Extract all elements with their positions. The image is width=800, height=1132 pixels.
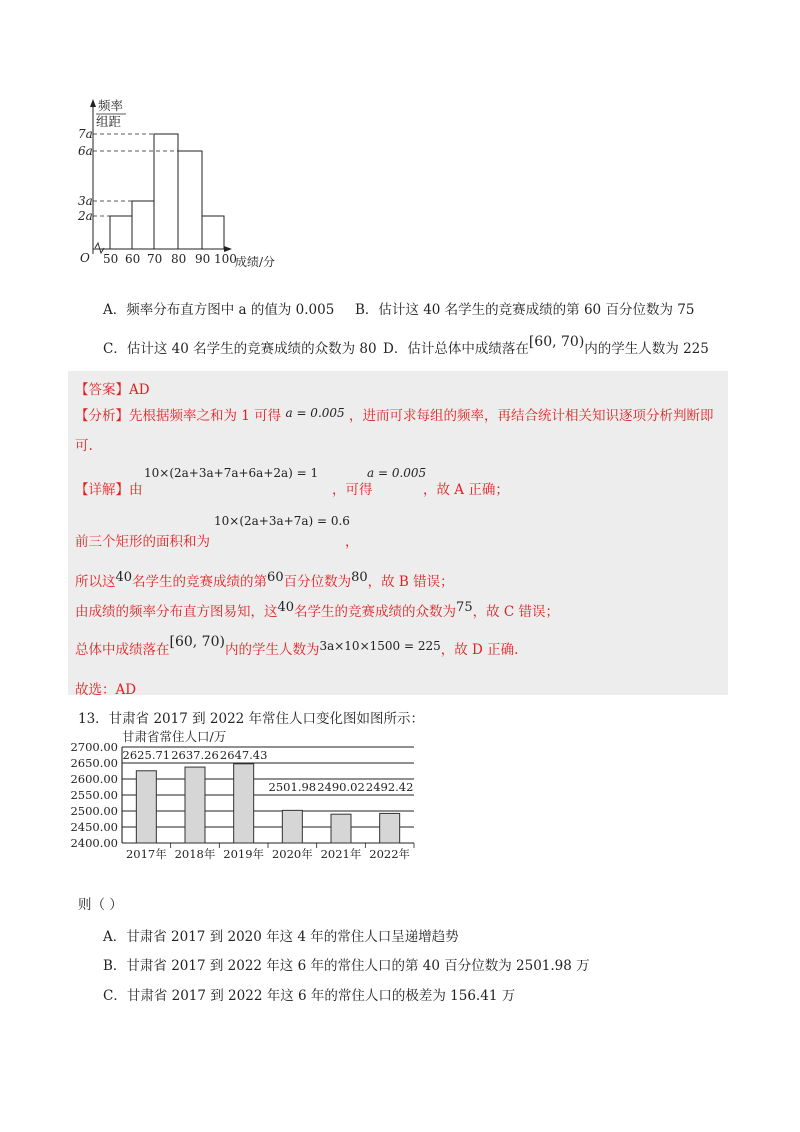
- chart-bar: [380, 813, 400, 843]
- q13-then: 则（ ）: [78, 897, 123, 913]
- line3-prefix: 前三个矩形的面积和为: [75, 534, 210, 550]
- q12-option-d-prefix: D．估计总体中成绩落在: [383, 341, 529, 357]
- chart-x-tick: 2021年: [320, 847, 362, 861]
- chart-bar: [185, 767, 205, 843]
- q13-option-a: A．甘肃省 2017 到 2020 年这 4 年的常住人口呈递增趋势: [103, 929, 459, 945]
- y-axis-arrow-icon: [90, 99, 96, 107]
- analysis-wrap: 可.: [75, 438, 93, 454]
- q13-stem: 13．甘肃省 2017 到 2022 年常住人口变化图如图所示：: [78, 711, 425, 727]
- line5-b: 名学生的竞赛成绩的众数为: [294, 604, 457, 620]
- x-tick-70: 70: [147, 252, 163, 266]
- chart-title: 甘肃省常住人口/万: [122, 729, 227, 744]
- line5-n2: 75: [456, 600, 473, 615]
- line4-n3: 80: [351, 570, 368, 585]
- chart-y-tick: 2700.00: [70, 740, 118, 754]
- x-tick-100: 100: [214, 252, 237, 266]
- chart-x-tick: 2019年: [223, 847, 265, 861]
- chart-value-label: 2637.26: [171, 748, 219, 762]
- line5-a: 由成绩的频率分布直方图易知，这: [75, 604, 278, 620]
- histogram-ylabel-top: 频率: [98, 98, 124, 113]
- line4-d: ，故 B 错误；: [367, 574, 454, 590]
- line5: [75, 600, 559, 620]
- analysis-prefix: 【分析】先根据频率之和为 1 可得: [75, 408, 282, 424]
- chart-bar: [234, 764, 254, 843]
- q13-option-b: B．甘肃省 2017 到 2022 年这 6 年的常住人口的第 40 百分位数为 2501.98 万: [103, 958, 590, 974]
- analysis-math: a = 0.005: [285, 406, 345, 420]
- detail-mid: ，可得: [332, 482, 373, 498]
- chart-value-label: 2647.43: [219, 748, 268, 762]
- chart-bar: [331, 814, 351, 843]
- detail-math-1: 10×(2a+3a+7a+6a+2a) = 1: [144, 466, 319, 480]
- analysis-suffix: ，进而可求每组的频率，再结合统计相关知识逐项分析判断即: [348, 408, 714, 424]
- q13-option-c: C．甘肃省 2017 到 2022 年这 6 年的常住人口的极差为 156.41 万: [103, 988, 516, 1004]
- histogram-xlabel: 成绩/分: [235, 255, 276, 269]
- q12-option-d-interval: [60, 70): [528, 334, 585, 350]
- detail-prefix: 【详解】由: [75, 482, 143, 498]
- x-tick-80: 80: [171, 252, 187, 266]
- chart-y-tick: 2450.00: [70, 820, 118, 834]
- histogram-bar-90-100: [202, 216, 224, 249]
- line4-c: 百分位数为: [283, 574, 352, 590]
- histogram-bar-60-70: [132, 201, 154, 249]
- histogram-ylabel-bottom: 组距: [96, 114, 122, 129]
- chart-y-tick: 2650.00: [70, 756, 118, 770]
- q12-option-c: C．估计这 40 名学生的竞赛成绩的众数为 80: [103, 341, 377, 357]
- chart-bar: [136, 771, 156, 843]
- q12-option-d: [383, 330, 709, 357]
- line3: [75, 530, 725, 550]
- detail-post: ，故 A 正确；: [423, 482, 509, 498]
- line3-suffix: ，: [345, 534, 359, 550]
- line6: [75, 630, 519, 658]
- line4-b: 名学生的竞赛成绩的第: [132, 574, 268, 590]
- line6-c: ，故 D 正确.: [440, 642, 519, 658]
- chart-y-tick: 2400.00: [70, 836, 118, 850]
- answer-line: 【答案】AD: [75, 382, 150, 398]
- line4-n1: 40: [115, 570, 133, 585]
- chart-x-tick: 2022年: [369, 847, 411, 861]
- chart-value-label: 2490.02: [317, 780, 365, 794]
- line3-math: 10×(2a+3a+7a) = 0.6: [214, 514, 350, 528]
- analysis-line: [75, 404, 713, 424]
- chart-value-label: 2492.42: [365, 780, 414, 794]
- chart-y-tick: 2600.00: [70, 772, 118, 786]
- histogram-bar-80-90: [178, 151, 202, 249]
- detail-line: [75, 478, 725, 498]
- line5-c: ，故 C 错误；: [472, 604, 560, 620]
- x-tick-50: 50: [103, 252, 119, 266]
- line6-math: 3a×10×1500 = 225: [319, 639, 441, 653]
- final-answer: 故选：AD: [75, 682, 137, 698]
- chart-x-tick: 2018年: [174, 847, 216, 861]
- x-tick-90: 90: [195, 252, 211, 266]
- chart-y-tick: 2550.00: [70, 788, 118, 802]
- line4-n2: 60: [267, 570, 284, 585]
- chart-value-label: 2625.71: [122, 748, 171, 762]
- chart-x-tick: 2017年: [125, 847, 167, 861]
- q12-option-b: B．估计这 40 名学生的竞赛成绩的第 60 百分位数为 75: [355, 302, 695, 318]
- y-tick-7a: 7a: [78, 127, 93, 141]
- q12-option-d-suffix: 内的学生人数为 225: [584, 341, 709, 357]
- origin-label: O: [80, 251, 90, 265]
- chart-bar: [282, 810, 302, 843]
- frequency-histogram: [78, 96, 298, 274]
- y-tick-3a: 3a: [78, 194, 93, 208]
- chart-y-tick: 2500.00: [70, 804, 118, 818]
- y-tick-6a: 6a: [78, 144, 93, 158]
- line5-n1: 40: [277, 600, 295, 615]
- chart-value-label: 2501.98: [268, 780, 317, 794]
- line4-a: 所以这: [75, 574, 116, 590]
- population-bar-chart: [68, 728, 420, 868]
- y-tick-2a: 2a: [78, 209, 93, 223]
- detail-math-2: a = 0.005: [367, 466, 427, 480]
- line6-b: 内的学生人数为: [224, 642, 320, 658]
- histogram-bar-50-60: [110, 216, 132, 249]
- line6-interval: [60, 70): [169, 634, 225, 650]
- line6-a: 总体中成绩落在: [75, 642, 170, 658]
- x-tick-60: 60: [125, 252, 141, 266]
- chart-x-tick: 2020年: [271, 847, 313, 861]
- line4: [75, 570, 454, 590]
- q12-option-a: A．频率分布直方图中 a 的值为 0.005: [103, 302, 335, 318]
